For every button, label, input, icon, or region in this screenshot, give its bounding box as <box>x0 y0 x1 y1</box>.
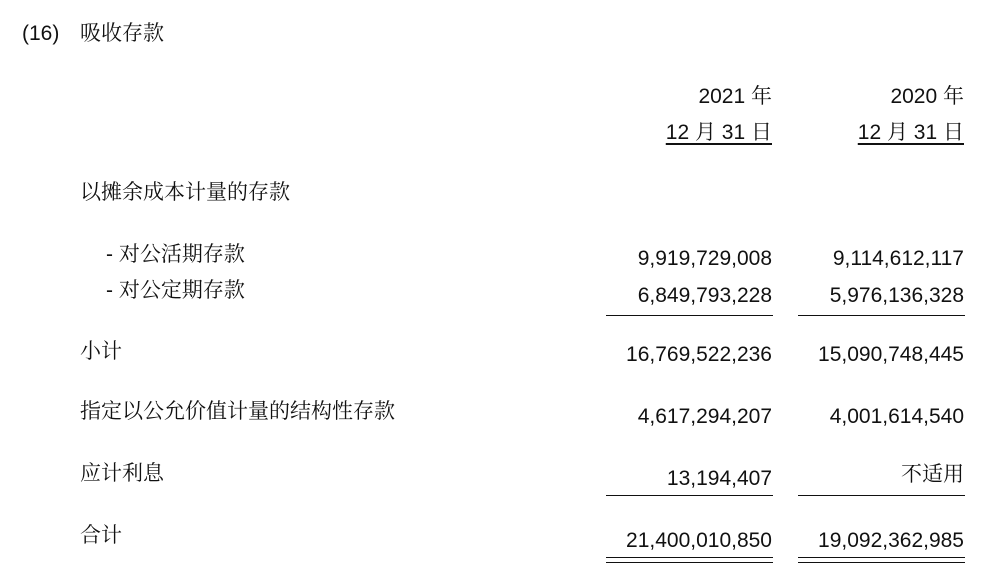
amortized-cost-heading: 以摊余成本计量的存款 <box>80 181 290 204</box>
row-value-total-2021: 21,400,010,850 <box>626 529 772 552</box>
row-value-structured-2021: 4,617,294,207 <box>637 405 772 428</box>
column-header-2020-date: 12 月 31 日 <box>857 121 964 144</box>
row-value-subtotal-2020: 15,090,748,445 <box>818 343 964 366</box>
row-label-accrued-interest: 应计利息 <box>80 462 164 485</box>
double-rule-bottom-2021 <box>606 562 773 563</box>
row-label-subtotal: 小计 <box>80 340 122 363</box>
row-label-structured-deposits: 指定以公允价值计量的结构性存款 <box>80 400 395 423</box>
row-label-demand-deposits: - 对公活期存款 <box>106 243 245 266</box>
row-value-structured-2020: 4,001,614,540 <box>829 405 964 428</box>
column-header-2021-date: 12 月 31 日 <box>665 121 772 144</box>
row-label-total: 合计 <box>80 524 122 547</box>
section-number: (16) <box>22 22 60 45</box>
subtotal-rule-2021 <box>606 315 773 316</box>
column-header-2021-year: 2021 年 <box>698 85 772 108</box>
row-value-subtotal-2021: 16,769,522,236 <box>626 343 772 366</box>
total-rule-2020 <box>798 495 965 496</box>
row-value-demand-2021: 9,919,729,008 <box>637 247 772 270</box>
row-value-demand-2020: 9,114,612,117 <box>832 247 964 270</box>
section-title: 吸收存款 <box>80 22 164 45</box>
row-value-interest-2021: 13,194,407 <box>666 467 772 490</box>
subtotal-rule-2020 <box>798 315 965 316</box>
row-value-time-2021: 6,849,793,228 <box>637 284 772 307</box>
double-rule-top-2020 <box>798 557 965 558</box>
row-value-time-2020: 5,976,136,328 <box>829 284 964 307</box>
double-rule-bottom-2020 <box>798 562 965 563</box>
total-rule-2021 <box>606 495 773 496</box>
double-rule-top-2021 <box>606 557 773 558</box>
row-value-interest-2020: 不适用 <box>901 463 964 486</box>
column-header-2020-year: 2020 年 <box>890 85 964 108</box>
row-label-time-deposits: - 对公定期存款 <box>106 279 245 302</box>
row-value-total-2020: 19,092,362,985 <box>818 529 964 552</box>
